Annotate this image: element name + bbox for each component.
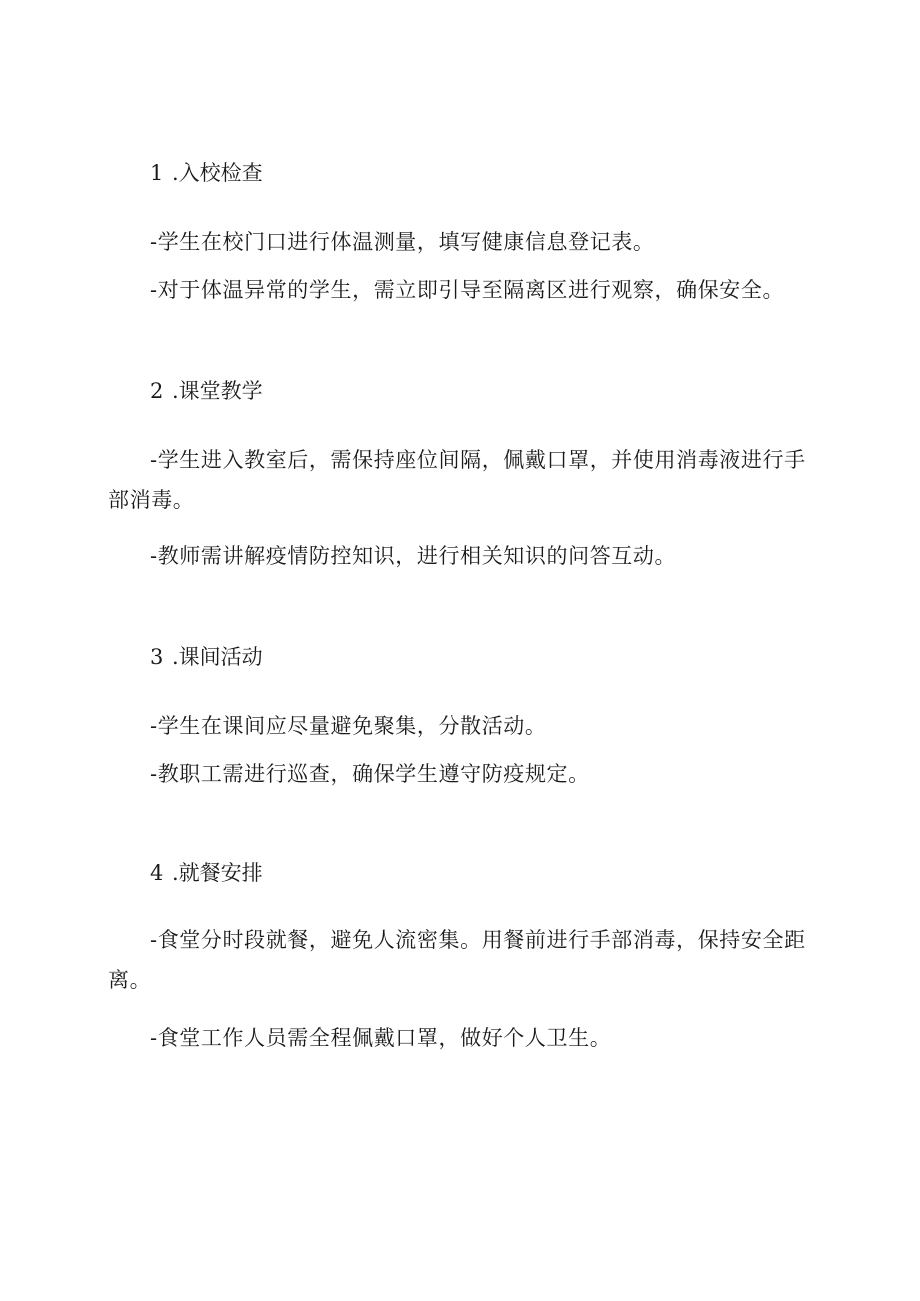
section-3-paragraph-2: -教职工需进行巡查，确保学生遵守防疫规定。: [150, 762, 590, 786]
section-title-2: .课堂教学: [172, 379, 263, 403]
section-4-paragraph-1: -食堂分时段就餐，避免人流密集。用餐前进行手部消毒，保持安全距离。: [108, 928, 806, 992]
section-number-2: 2: [150, 379, 164, 403]
section-number-3: 3: [150, 645, 164, 669]
section-heading-1: [150, 158, 263, 188]
section-title-1: .入校检查: [172, 161, 263, 185]
section-number-4: 4: [150, 861, 164, 885]
section-heading-3: [150, 642, 263, 672]
section-2-paragraph-2: -教师需讲解疫情防控知识，进行相关知识的问答互动。: [150, 544, 677, 568]
section-title-3: .课间活动: [172, 645, 263, 669]
section-4-paragraph-2: -食堂工作人员需全程佩戴口罩，做好个人卫生。: [150, 1026, 612, 1050]
section-heading-2: [150, 376, 263, 406]
section-1-paragraph-2: -对于体温异常的学生，需立即引导至隔离区进行观察，确保安全。: [150, 278, 785, 302]
section-2-paragraph-1: -学生进入教室后，需保持座位间隔，佩戴口罩，并使用消毒液进行手部消毒。: [108, 448, 806, 512]
section-3-paragraph-1: -学生在课间应尽量避免聚集，分散活动。: [150, 714, 547, 738]
section-heading-4: [150, 858, 263, 888]
section-number-1: 1: [150, 161, 164, 185]
section-title-4: .就餐安排: [172, 861, 263, 885]
section-1-paragraph-1: -学生在校门口进行体温测量，填写健康信息登记表。: [150, 230, 655, 254]
